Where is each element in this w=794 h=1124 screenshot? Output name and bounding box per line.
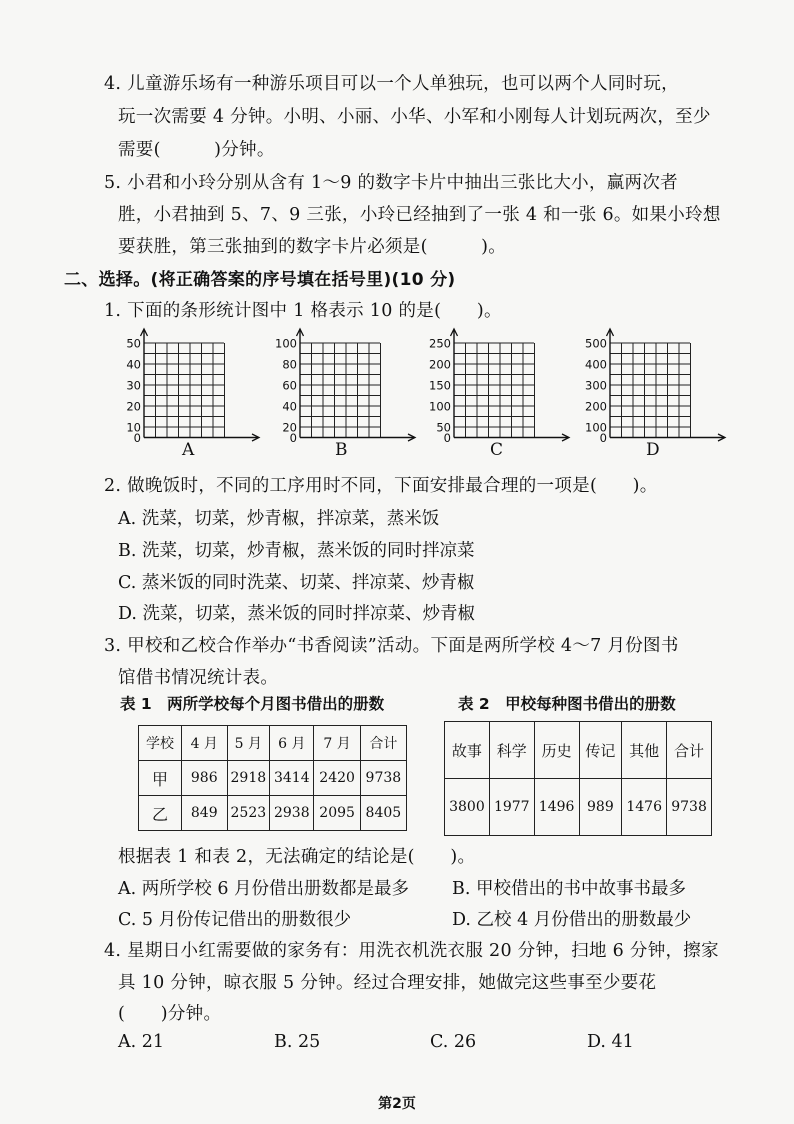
mc-q2-option-d: D. 洗菜，切菜，蒸米饭的同时拌凉菜、炒青椒 — [118, 604, 476, 624]
y-tick-label: 150 — [429, 378, 451, 393]
bar-grid-chart-c — [422, 328, 572, 445]
mc-q3-line-1: 3. 甲校和乙校合作举办“书香阅读”活动。下面是两所学校 4～7 月份图书 — [104, 636, 679, 656]
table-1-header-cell: 学校 — [139, 726, 182, 761]
page-number: 第2页 — [378, 1096, 416, 1112]
table-cell: 2420 — [314, 761, 360, 796]
mc-q3-option-d: D. 乙校 4 月份借出的册数最少 — [452, 910, 692, 930]
y-tick-label: 20 — [126, 399, 141, 414]
bar-grid-chart-b — [268, 328, 418, 445]
y-tick-label: 500 — [585, 336, 607, 351]
mc-q4-option-c: C. 26 — [430, 1032, 477, 1052]
table-row — [139, 796, 407, 831]
mc-q4-option-d: D. 41 — [587, 1032, 634, 1052]
y-tick-label: 0 — [443, 431, 451, 445]
mc-q4-option-a: A. 21 — [118, 1032, 165, 1052]
table-cell: 2523 — [227, 796, 270, 831]
table-cell: 2938 — [270, 796, 314, 831]
y-tick-label: 50 — [436, 420, 451, 435]
table-cell: 2095 — [314, 796, 360, 831]
chart-label-d: D — [646, 440, 660, 460]
table-cell: 9738 — [667, 779, 712, 836]
y-tick-label: 60 — [282, 378, 297, 393]
y-tick-label: 200 — [429, 357, 451, 372]
y-tick-label: 100 — [585, 420, 607, 435]
table-1 — [138, 725, 407, 831]
table-2-header-cell: 合计 — [667, 722, 712, 779]
chart-label-b: B — [335, 440, 348, 460]
table-cell: 3800 — [445, 779, 490, 836]
table-cell: 乙 — [139, 796, 182, 831]
table-2-header-cell: 历史 — [534, 722, 579, 779]
y-tick-label: 30 — [126, 378, 141, 393]
mc-q3-option-c: C. 5 月份传记借出的册数很少 — [118, 910, 352, 930]
mc-q2-option-c: C. 蒸米饭的同时洗菜、切菜、拌凉菜、炒青椒 — [118, 573, 475, 593]
fill-q5-line-1: 5. 小君和小玲分别从含有 1～9 的数字卡片中抽出三张比大小，赢两次者 — [104, 173, 678, 193]
table-2 — [444, 721, 712, 836]
mc-q3-option-b: B. 甲校借出的书中故事书最多 — [452, 879, 686, 899]
mc-q3-line-2: 馆借书情况统计表。 — [118, 668, 279, 688]
table-row — [139, 761, 407, 796]
table-2-header-row — [445, 722, 712, 779]
mc-q1-text: 1. 下面的条形统计图中 1 格表示 10 的是( )。 — [104, 301, 502, 321]
y-tick-label: 0 — [133, 431, 141, 445]
mc-q3-question: 根据表 1 和表 2，无法确定的结论是( )。 — [118, 847, 476, 867]
table-2-header-cell: 其他 — [622, 722, 667, 779]
table-cell: 1496 — [534, 779, 579, 836]
y-tick-label: 100 — [275, 336, 297, 351]
y-tick-label: 40 — [126, 357, 141, 372]
mc-q2-option-b: B. 洗菜，切菜，炒青椒，蒸米饭的同时拌凉菜 — [118, 541, 475, 561]
table-2-header-cell: 传记 — [579, 722, 622, 779]
y-tick-label: 40 — [282, 399, 297, 414]
fill-q5-line-2: 胜，小君抽到 5、7、9 三张，小玲已经抽到了一张 4 和一张 6。如果小玲想 — [118, 205, 721, 225]
y-tick-label: 20 — [282, 420, 297, 435]
table-cell: 1476 — [622, 779, 667, 836]
table-cell: 986 — [181, 761, 227, 796]
table-row — [445, 779, 712, 836]
fill-q4-line-1: 4. 儿童游乐场有一种游乐项目可以一个人单独玩，也可以两个人同时玩， — [104, 74, 679, 94]
mc-q4-line-2: 具 10 分钟，晾衣服 5 分钟。经过合理安排，她做完这些事至少要花 — [118, 973, 657, 993]
mc-q2-text: 2. 做晚饭时，不同的工序用时不同，下面安排最合理的一项是( )。 — [104, 476, 658, 496]
table-1-header-cell: 5 月 — [227, 726, 270, 761]
fill-q4-line-2: 玩一次需要 4 分钟。小明、小丽、小华、小军和小刚每人计划玩两次，至少 — [118, 107, 711, 127]
chart-label-c: C — [490, 440, 504, 460]
table-cell: 9738 — [360, 761, 406, 796]
table-cell: 2918 — [227, 761, 270, 796]
y-tick-label: 0 — [599, 431, 607, 445]
mc-q2-option-a: A. 洗菜，切菜，炒青椒，拌凉菜，蒸米饭 — [118, 509, 440, 529]
section-2-heading: 二、选择。(将正确答案的序号填在括号里)(10 分) — [64, 270, 456, 290]
table-1-caption: 表 1 两所学校每个月图书借出的册数 — [120, 695, 385, 713]
mc-q3-option-a: A. 两所学校 6 月份借出册数都是最多 — [118, 879, 410, 899]
table-2-header-cell: 故事 — [445, 722, 490, 779]
table-2-header-cell: 科学 — [489, 722, 534, 779]
mc-q4-option-b: B. 25 — [274, 1032, 321, 1052]
mc-q4-line-1: 4. 星期日小红需要做的家务有：用洗衣机洗衣服 20 分钟，扫地 6 分钟，擦家 — [104, 941, 719, 961]
chart-label-a: A — [182, 440, 195, 460]
table-1-header-cell: 4 月 — [181, 726, 227, 761]
mc-q4-line-3: ( )分钟。 — [118, 1004, 222, 1024]
y-tick-label: 100 — [429, 399, 451, 414]
y-tick-label: 400 — [585, 357, 607, 372]
table-cell: 1977 — [489, 779, 534, 836]
table-cell: 989 — [579, 779, 622, 836]
y-tick-label: 250 — [429, 336, 451, 351]
y-tick-label: 0 — [289, 431, 297, 445]
table-1-header-cell: 6 月 — [270, 726, 314, 761]
y-tick-label: 200 — [585, 399, 607, 414]
table-cell: 8405 — [360, 796, 406, 831]
y-tick-label: 80 — [282, 357, 297, 372]
fill-q5-line-3: 要获胜，第三张抽到的数字卡片必须是( )。 — [118, 237, 507, 257]
y-tick-label: 10 — [126, 420, 141, 435]
table-1-header-row — [139, 726, 407, 761]
table-cell: 3414 — [270, 761, 314, 796]
bar-grid-chart-d — [578, 328, 728, 445]
fill-q4-line-3: 需要( )分钟。 — [118, 140, 275, 160]
table-1-header-cell: 7 月 — [314, 726, 360, 761]
table-cell: 849 — [181, 796, 227, 831]
y-tick-label: 50 — [126, 336, 141, 351]
table-2-caption: 表 2 甲校每种图书借出的册数 — [458, 695, 676, 713]
table-1-header-cell: 合计 — [360, 726, 406, 761]
y-tick-label: 300 — [585, 378, 607, 393]
bar-grid-chart-a — [112, 328, 262, 445]
table-cell: 甲 — [139, 761, 182, 796]
